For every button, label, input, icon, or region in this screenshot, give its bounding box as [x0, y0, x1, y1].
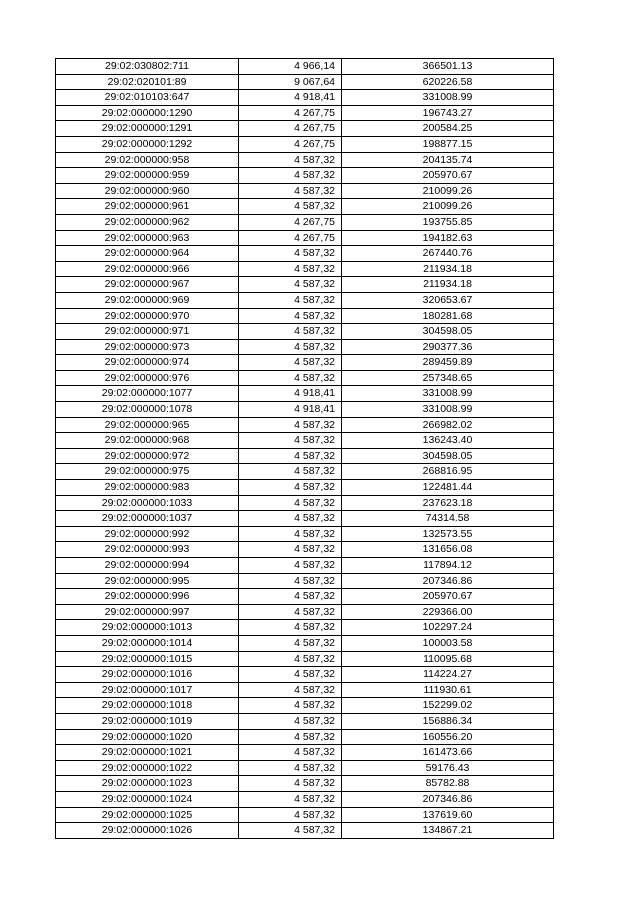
area-cell: 4 267,75	[239, 214, 342, 230]
cadastral-number-cell: 29:02:000000:993	[56, 542, 239, 558]
area-cell: 9 067,64	[239, 74, 342, 90]
area-cell: 4 587,32	[239, 199, 342, 215]
area-cell: 4 267,75	[239, 105, 342, 121]
cadastral-number-cell: 29:02:020101:89	[56, 74, 239, 90]
value-cell: 110095.68	[342, 651, 554, 667]
value-cell: 204135.74	[342, 152, 554, 168]
cadastral-number-cell: 29:02:000000:965	[56, 417, 239, 433]
area-cell: 4 587,32	[239, 355, 342, 371]
table-row	[56, 370, 554, 386]
table-row	[56, 620, 554, 636]
area-cell: 4 587,32	[239, 152, 342, 168]
table-row	[56, 542, 554, 558]
table-row	[56, 807, 554, 823]
value-cell: 85782.88	[342, 776, 554, 792]
value-cell: 131656.08	[342, 542, 554, 558]
cadastral-number-cell: 29:02:000000:996	[56, 589, 239, 605]
table-row	[56, 152, 554, 168]
cadastral-number-cell: 29:02:000000:968	[56, 433, 239, 449]
cadastral-number-cell: 29:02:000000:992	[56, 526, 239, 542]
table-row	[56, 729, 554, 745]
value-cell: 194182.63	[342, 230, 554, 246]
table-row	[56, 760, 554, 776]
value-cell: 304598.05	[342, 324, 554, 340]
table-row	[56, 698, 554, 714]
area-cell: 4 587,32	[239, 480, 342, 496]
cadastral-number-cell: 29:02:000000:995	[56, 573, 239, 589]
area-cell: 4 587,32	[239, 713, 342, 729]
area-cell: 4 587,32	[239, 791, 342, 807]
area-cell: 4 587,32	[239, 542, 342, 558]
value-cell: 290377.36	[342, 339, 554, 355]
area-cell: 4 587,32	[239, 526, 342, 542]
area-cell: 4 587,32	[239, 604, 342, 620]
area-cell: 4 587,32	[239, 370, 342, 386]
cadastral-number-cell: 29:02:000000:1025	[56, 807, 239, 823]
value-cell: 205970.67	[342, 168, 554, 184]
cadastral-number-cell: 29:02:000000:972	[56, 448, 239, 464]
cadastral-number-cell: 29:02:000000:1013	[56, 620, 239, 636]
area-cell: 4 587,32	[239, 292, 342, 308]
cadastral-number-cell: 29:02:000000:1023	[56, 776, 239, 792]
area-cell: 4 587,32	[239, 635, 342, 651]
area-cell: 4 918,41	[239, 90, 342, 106]
table-row	[56, 745, 554, 761]
value-cell: 331008.99	[342, 386, 554, 402]
value-cell: 74314.58	[342, 511, 554, 527]
cadastral-number-cell: 29:02:000000:973	[56, 339, 239, 355]
cadastral-number-cell: 29:02:000000:959	[56, 168, 239, 184]
value-cell: 210099.26	[342, 199, 554, 215]
area-cell: 4 587,32	[239, 651, 342, 667]
cadastral-number-cell: 29:02:000000:1291	[56, 121, 239, 137]
table-row	[56, 604, 554, 620]
area-cell: 4 587,32	[239, 620, 342, 636]
area-cell: 4 587,32	[239, 745, 342, 761]
area-cell: 4 267,75	[239, 121, 342, 137]
value-cell: 122481.44	[342, 480, 554, 496]
table-row	[56, 121, 554, 137]
cadastral-number-cell: 29:02:000000:975	[56, 464, 239, 480]
value-cell: 210099.26	[342, 183, 554, 199]
area-cell: 4 587,32	[239, 573, 342, 589]
value-cell: 161473.66	[342, 745, 554, 761]
cadastral-number-cell: 29:02:000000:1021	[56, 745, 239, 761]
value-cell: 180281.68	[342, 308, 554, 324]
cadastral-number-cell: 29:02:000000:1018	[56, 698, 239, 714]
table-row	[56, 168, 554, 184]
value-cell: 266982.02	[342, 417, 554, 433]
area-cell: 4 587,32	[239, 168, 342, 184]
area-cell: 4 587,32	[239, 495, 342, 511]
table-row	[56, 511, 554, 527]
area-cell: 4 587,32	[239, 823, 342, 839]
area-cell: 4 587,32	[239, 464, 342, 480]
cadastral-number-cell: 29:02:000000:1014	[56, 635, 239, 651]
table-row	[56, 59, 554, 75]
value-cell: 267440.76	[342, 246, 554, 262]
value-cell: 229366.00	[342, 604, 554, 620]
area-cell: 4 587,32	[239, 729, 342, 745]
cadastral-number-cell: 29:02:000000:1026	[56, 823, 239, 839]
value-cell: 102297.24	[342, 620, 554, 636]
cadastral-number-cell: 29:02:030802:711	[56, 59, 239, 75]
value-cell: 268816.95	[342, 464, 554, 480]
value-cell: 196743.27	[342, 105, 554, 121]
table-row	[56, 776, 554, 792]
value-cell: 136243.40	[342, 433, 554, 449]
cadastral-number-cell: 29:02:010103:647	[56, 90, 239, 106]
area-cell: 4 587,32	[239, 760, 342, 776]
table-row	[56, 324, 554, 340]
table-row	[56, 417, 554, 433]
table-row	[56, 339, 554, 355]
value-cell: 211934.18	[342, 261, 554, 277]
cadastral-number-cell: 29:02:000000:962	[56, 214, 239, 230]
area-cell: 4 267,75	[239, 230, 342, 246]
cadastral-number-cell: 29:02:000000:971	[56, 324, 239, 340]
table-row	[56, 448, 554, 464]
table-row	[56, 183, 554, 199]
value-cell: 207346.86	[342, 791, 554, 807]
cadastral-number-cell: 29:02:000000:1077	[56, 386, 239, 402]
cadastral-number-cell: 29:02:000000:958	[56, 152, 239, 168]
cadastral-number-cell: 29:02:000000:964	[56, 246, 239, 262]
area-cell: 4 587,32	[239, 308, 342, 324]
table-row	[56, 682, 554, 698]
cadastral-number-cell: 29:02:000000:1019	[56, 713, 239, 729]
table-row	[56, 230, 554, 246]
value-cell: 331008.99	[342, 402, 554, 418]
table-row	[56, 480, 554, 496]
value-cell: 207346.86	[342, 573, 554, 589]
table-row	[56, 74, 554, 90]
area-cell: 4 587,32	[239, 589, 342, 605]
value-cell: 331008.99	[342, 90, 554, 106]
value-cell: 237623.18	[342, 495, 554, 511]
table-row	[56, 136, 554, 152]
table-row	[56, 464, 554, 480]
table-row	[56, 526, 554, 542]
area-cell: 4 587,32	[239, 183, 342, 199]
cadastral-number-cell: 29:02:000000:1016	[56, 667, 239, 683]
table-row	[56, 791, 554, 807]
area-cell: 4 587,32	[239, 682, 342, 698]
table-row	[56, 292, 554, 308]
cadastral-number-cell: 29:02:000000:974	[56, 355, 239, 371]
value-cell: 114224.27	[342, 667, 554, 683]
area-cell: 4 587,32	[239, 698, 342, 714]
cadastral-number-cell: 29:02:000000:1024	[56, 791, 239, 807]
value-cell: 620226.58	[342, 74, 554, 90]
value-cell: 152299.02	[342, 698, 554, 714]
value-cell: 132573.55	[342, 526, 554, 542]
value-cell: 59176.43	[342, 760, 554, 776]
cadastral-number-cell: 29:02:000000:1037	[56, 511, 239, 527]
value-cell: 200584.25	[342, 121, 554, 137]
value-cell: 320653.67	[342, 292, 554, 308]
cadastral-number-cell: 29:02:000000:967	[56, 277, 239, 293]
area-cell: 4 587,32	[239, 776, 342, 792]
cadastral-number-cell: 29:02:000000:1020	[56, 729, 239, 745]
cadastral-number-cell: 29:02:000000:970	[56, 308, 239, 324]
value-cell: 289459.89	[342, 355, 554, 371]
cadastral-number-cell: 29:02:000000:983	[56, 480, 239, 496]
cadastral-number-cell: 29:02:000000:1015	[56, 651, 239, 667]
value-cell: 193755.85	[342, 214, 554, 230]
cadastral-number-cell: 29:02:000000:1078	[56, 402, 239, 418]
table-row	[56, 667, 554, 683]
area-cell: 4 267,75	[239, 136, 342, 152]
table-row	[56, 90, 554, 106]
value-cell: 205970.67	[342, 589, 554, 605]
value-cell: 117894.12	[342, 558, 554, 574]
value-cell: 160556.20	[342, 729, 554, 745]
cadastral-number-cell: 29:02:000000:1017	[56, 682, 239, 698]
cadastral-values-table	[55, 58, 554, 839]
cadastral-number-cell: 29:02:000000:961	[56, 199, 239, 215]
value-cell: 211934.18	[342, 277, 554, 293]
table-row	[56, 308, 554, 324]
table-row	[56, 277, 554, 293]
table-row	[56, 433, 554, 449]
value-cell: 304598.05	[342, 448, 554, 464]
area-cell: 4 587,32	[239, 339, 342, 355]
table-row	[56, 558, 554, 574]
cadastral-number-cell: 29:02:000000:994	[56, 558, 239, 574]
area-cell: 4 587,32	[239, 277, 342, 293]
value-cell: 100003.58	[342, 635, 554, 651]
area-cell: 4 918,41	[239, 402, 342, 418]
area-cell: 4 587,32	[239, 667, 342, 683]
table-row	[56, 635, 554, 651]
cadastral-number-cell: 29:02:000000:960	[56, 183, 239, 199]
table-row	[56, 386, 554, 402]
cadastral-number-cell: 29:02:000000:976	[56, 370, 239, 386]
table-row	[56, 402, 554, 418]
cadastral-number-cell: 29:02:000000:997	[56, 604, 239, 620]
area-cell: 4 587,32	[239, 433, 342, 449]
area-cell: 4 587,32	[239, 448, 342, 464]
cadastral-number-cell: 29:02:000000:969	[56, 292, 239, 308]
cadastral-number-cell: 29:02:000000:963	[56, 230, 239, 246]
table-row	[56, 355, 554, 371]
value-cell: 156886.34	[342, 713, 554, 729]
area-cell: 4 918,41	[239, 386, 342, 402]
cadastral-number-cell: 29:02:000000:1292	[56, 136, 239, 152]
value-cell: 111930.61	[342, 682, 554, 698]
table-row	[56, 105, 554, 121]
cadastral-number-cell: 29:02:000000:966	[56, 261, 239, 277]
area-cell: 4 587,32	[239, 417, 342, 433]
table-row	[56, 713, 554, 729]
area-cell: 4 966,14	[239, 59, 342, 75]
area-cell: 4 587,32	[239, 246, 342, 262]
cadastral-number-cell: 29:02:000000:1022	[56, 760, 239, 776]
cadastral-number-cell: 29:02:000000:1033	[56, 495, 239, 511]
table-row	[56, 495, 554, 511]
area-cell: 4 587,32	[239, 558, 342, 574]
area-cell: 4 587,32	[239, 324, 342, 340]
table-row	[56, 246, 554, 262]
table-row	[56, 214, 554, 230]
table-row	[56, 573, 554, 589]
cadastral-number-cell: 29:02:000000:1290	[56, 105, 239, 121]
value-cell: 134867.21	[342, 823, 554, 839]
area-cell: 4 587,32	[239, 807, 342, 823]
value-cell: 198877.15	[342, 136, 554, 152]
table-row	[56, 823, 554, 839]
value-cell: 257348.65	[342, 370, 554, 386]
table-row	[56, 651, 554, 667]
table-row	[56, 199, 554, 215]
table-row	[56, 589, 554, 605]
table-row	[56, 261, 554, 277]
table-body	[56, 59, 554, 839]
value-cell: 366501.13	[342, 59, 554, 75]
area-cell: 4 587,32	[239, 261, 342, 277]
value-cell: 137619.60	[342, 807, 554, 823]
area-cell: 4 587,32	[239, 511, 342, 527]
